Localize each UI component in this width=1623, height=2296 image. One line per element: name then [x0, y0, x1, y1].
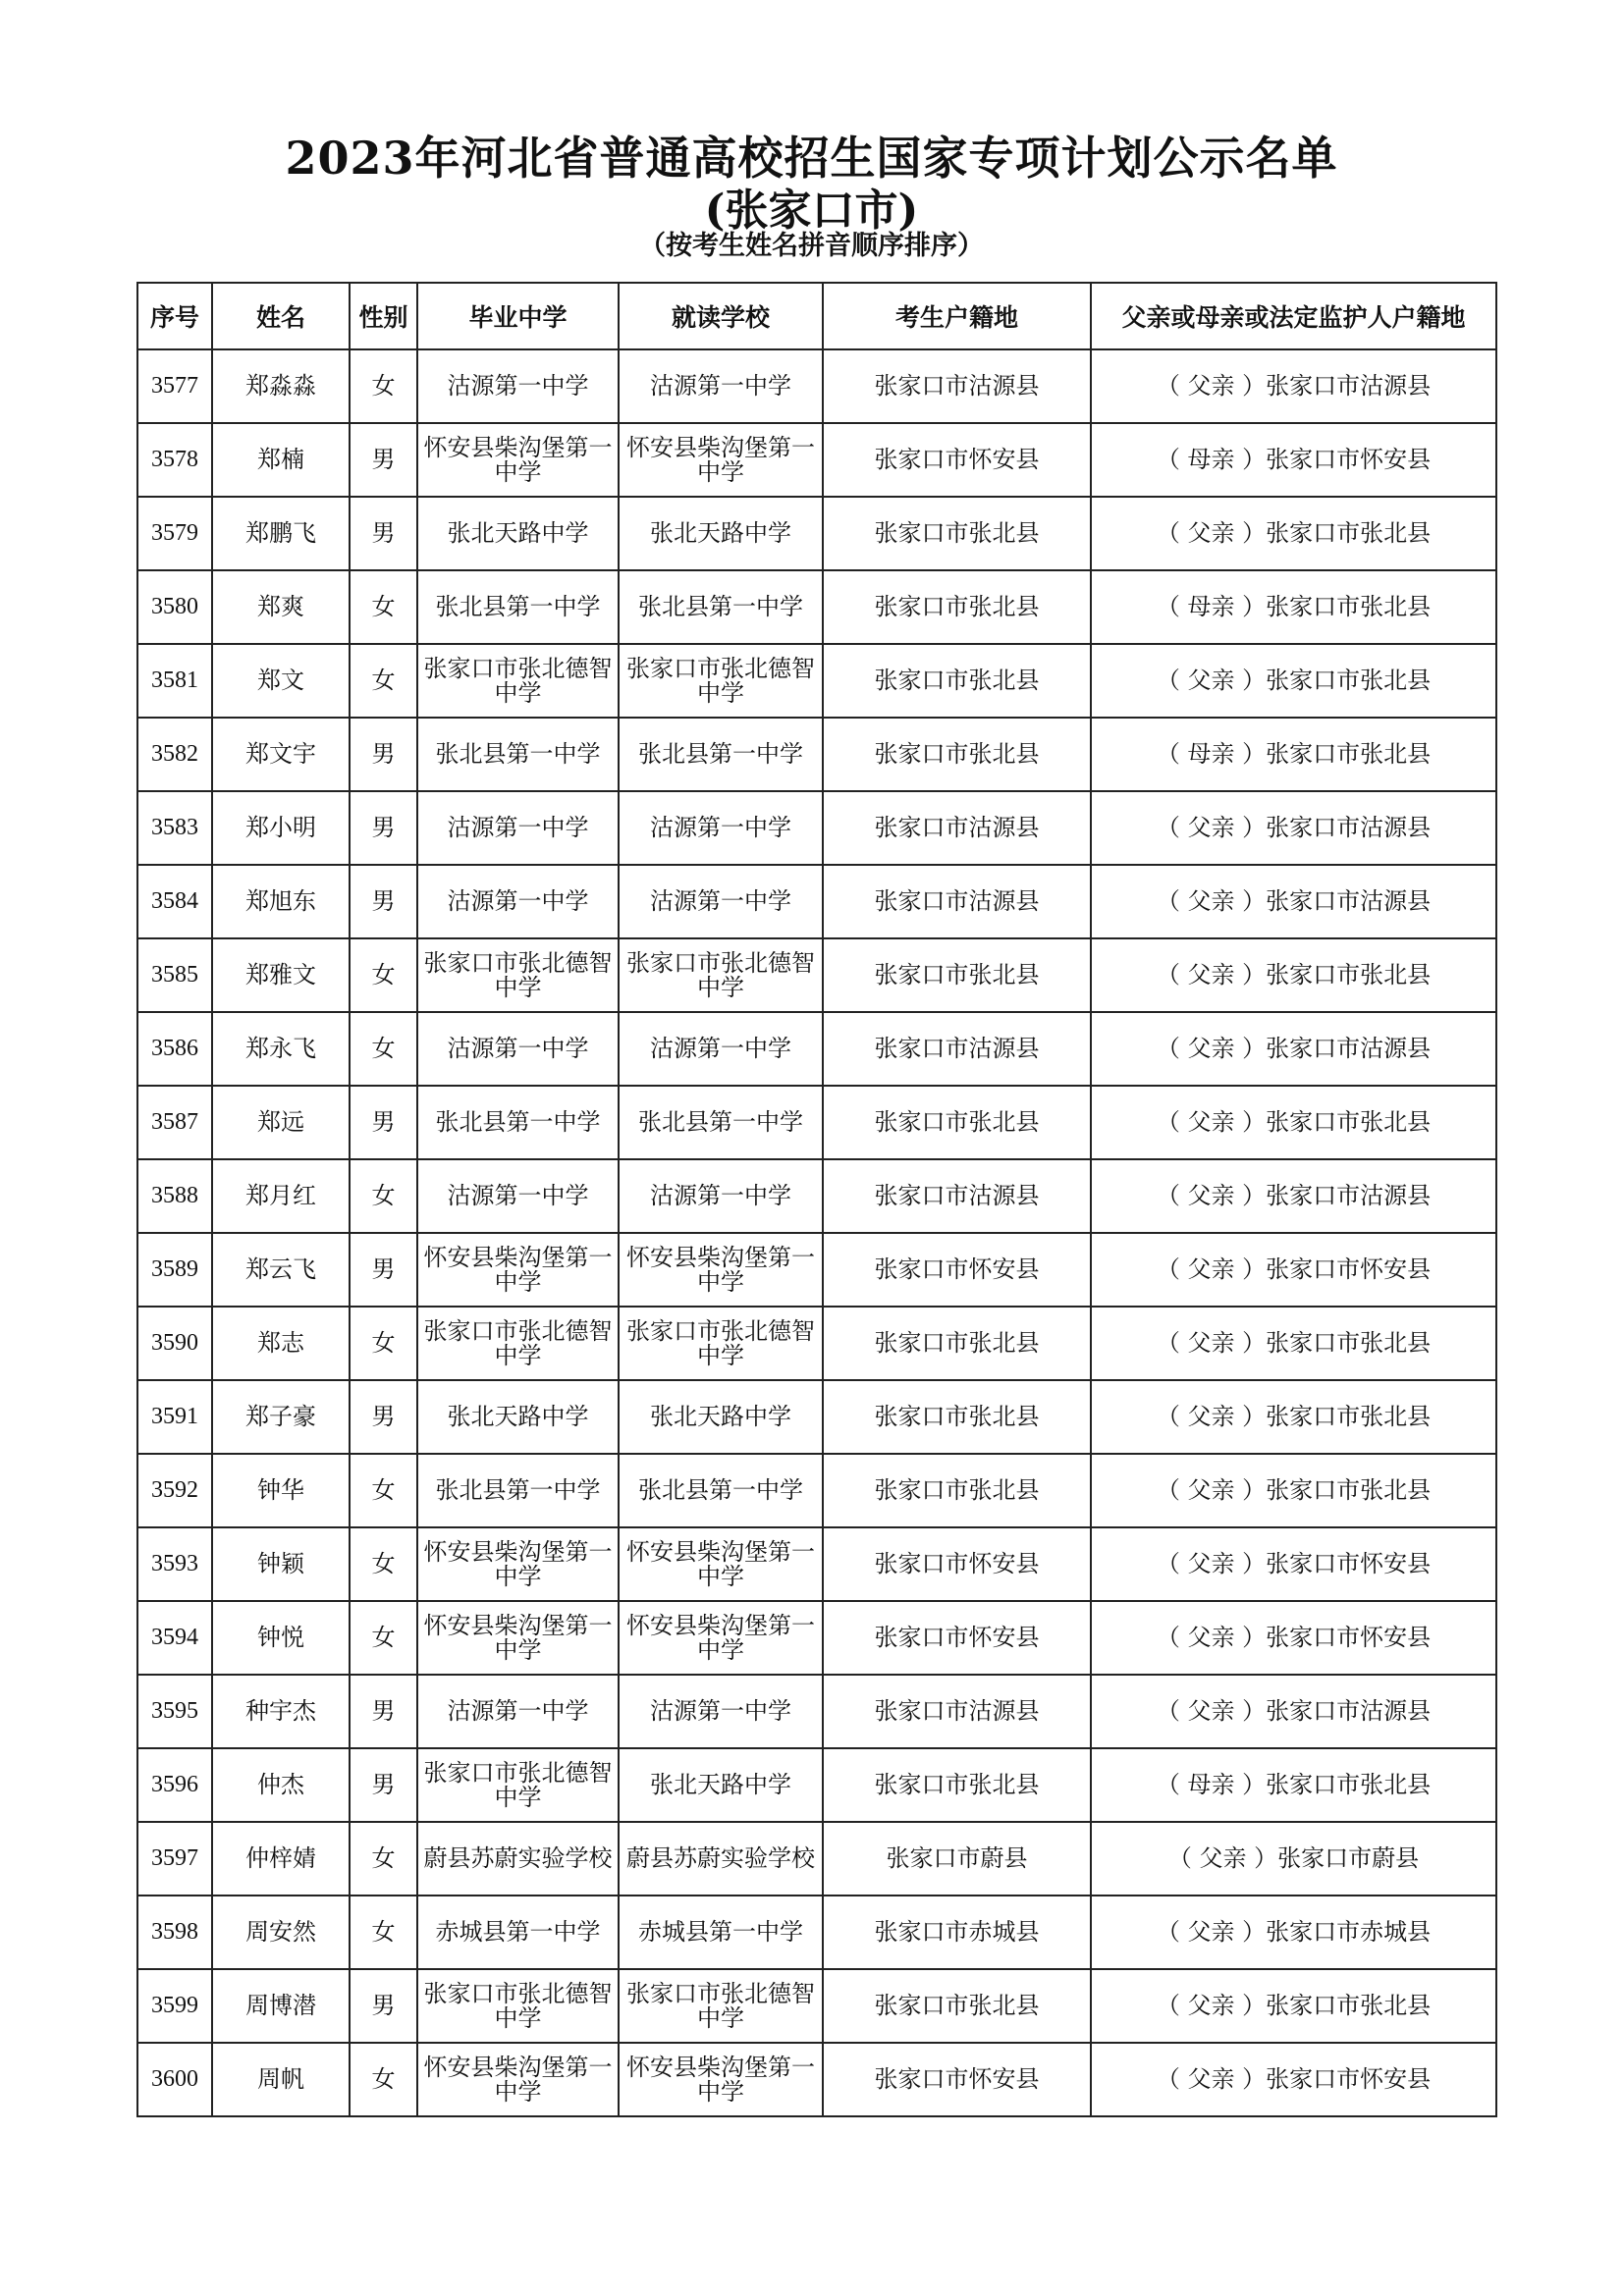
table-header-row — [137, 283, 1496, 349]
table-row — [137, 1601, 1496, 1675]
cell-current-school: 沽源第一中学 — [619, 349, 823, 423]
cell-current-school: 怀安县柴沟堡第一中学 — [619, 1601, 823, 1675]
guardian-domicile: 张家口市张北县 — [1266, 1108, 1432, 1136]
cell-current-school: 沽源第一中学 — [619, 791, 823, 865]
table-row — [137, 1307, 1496, 1380]
cell-grad-school: 怀安县柴沟堡第一中学 — [417, 1601, 619, 1675]
cell-domicile: 张家口市张北县 — [823, 644, 1091, 718]
cell-domicile: 张家口市怀安县 — [823, 423, 1091, 497]
cell-seq: 3597 — [137, 1822, 212, 1896]
table-row — [137, 1748, 1496, 1822]
cell-seq: 3596 — [137, 1748, 212, 1822]
cell-current-school: 张北县第一中学 — [619, 718, 823, 791]
cell-name: 种宇杰 — [212, 1675, 350, 1748]
cell-grad-school: 沽源第一中学 — [417, 791, 619, 865]
guardian-relation: （ 父亲 ） — [1156, 1403, 1267, 1430]
cell-gender: 女 — [350, 1454, 417, 1527]
guardian-relation: （ 父亲 ） — [1156, 372, 1267, 400]
guardian-relation: （ 父亲 ） — [1167, 1844, 1278, 1872]
guardian-relation: （ 父亲 ） — [1156, 667, 1267, 694]
cell-name: 郑淼淼 — [212, 349, 350, 423]
cell-domicile: 张家口市怀安县 — [823, 2043, 1091, 2116]
table-row — [137, 1527, 1496, 1601]
guardian-domicile: 张家口市张北县 — [1266, 1329, 1432, 1357]
guardian-domicile: 张家口市怀安县 — [1266, 1255, 1432, 1283]
table-body — [137, 349, 1496, 2116]
cell-seq: 3577 — [137, 349, 212, 423]
cell-parent-domicile — [1091, 1748, 1496, 1822]
cell-grad-school: 怀安县柴沟堡第一中学 — [417, 423, 619, 497]
table-row — [137, 1086, 1496, 1159]
cell-gender: 男 — [350, 1969, 417, 2043]
cell-seq: 3593 — [137, 1527, 212, 1601]
table-row — [137, 644, 1496, 718]
guardian-domicile: 张家口市沽源县 — [1266, 1035, 1432, 1062]
cell-parent-domicile — [1091, 1822, 1496, 1896]
cell-gender: 男 — [350, 1380, 417, 1454]
cell-seq: 3579 — [137, 497, 212, 570]
cell-domicile: 张家口市张北县 — [823, 497, 1091, 570]
cell-current-school: 蔚县苏蔚实验学校 — [619, 1822, 823, 1896]
guardian-relation: （ 母亲 ） — [1156, 593, 1267, 620]
cell-seq: 3588 — [137, 1159, 212, 1233]
guardian-relation: （ 父亲 ） — [1156, 1992, 1267, 2019]
table-row — [137, 1012, 1496, 1086]
cell-seq: 3586 — [137, 1012, 212, 1086]
sort-note: （按考生姓名拼音顺序排序） — [639, 231, 984, 261]
cell-name: 仲杰 — [212, 1748, 350, 1822]
cell-grad-school: 沽源第一中学 — [417, 349, 619, 423]
cell-domicile: 张家口市张北县 — [823, 938, 1091, 1012]
document-title: 2023年河北省普通高校招生国家专项计划公示名单 — [285, 132, 1338, 185]
cell-parent-domicile — [1091, 570, 1496, 644]
cell-domicile: 张家口市张北县 — [823, 1969, 1091, 2043]
guardian-domicile: 张家口市怀安县 — [1266, 1624, 1432, 1651]
guardian-domicile: 张家口市张北县 — [1266, 961, 1432, 988]
cell-grad-school: 蔚县苏蔚实验学校 — [417, 1822, 619, 1896]
cell-parent-domicile — [1091, 1233, 1496, 1307]
guardian-relation: （ 父亲 ） — [1156, 519, 1267, 547]
cell-seq: 3589 — [137, 1233, 212, 1307]
cell-seq: 3592 — [137, 1454, 212, 1527]
table-row — [137, 349, 1496, 423]
guardian-domicile: 张家口市沽源县 — [1266, 814, 1432, 841]
cell-gender: 女 — [350, 1159, 417, 1233]
cell-parent-domicile — [1091, 1896, 1496, 1969]
guardian-domicile: 张家口市张北县 — [1266, 740, 1432, 768]
cell-name: 郑永飞 — [212, 1012, 350, 1086]
cell-current-school: 怀安县柴沟堡第一中学 — [619, 2043, 823, 2116]
cell-parent-domicile — [1091, 938, 1496, 1012]
cell-domicile: 张家口市张北县 — [823, 1380, 1091, 1454]
guardian-relation: （ 父亲 ） — [1156, 1329, 1267, 1357]
cell-parent-domicile — [1091, 644, 1496, 718]
header-name: 姓名 — [212, 283, 350, 349]
table-row — [137, 1822, 1496, 1896]
cell-parent-domicile — [1091, 718, 1496, 791]
cell-gender: 女 — [350, 349, 417, 423]
cell-grad-school: 沽源第一中学 — [417, 1012, 619, 1086]
cell-gender: 女 — [350, 1307, 417, 1380]
cell-seq: 3582 — [137, 718, 212, 791]
cell-seq: 3580 — [137, 570, 212, 644]
cell-seq: 3581 — [137, 644, 212, 718]
cell-name: 钟悦 — [212, 1601, 350, 1675]
cell-grad-school: 张北县第一中学 — [417, 1086, 619, 1159]
cell-gender: 女 — [350, 644, 417, 718]
cell-name: 钟华 — [212, 1454, 350, 1527]
cell-seq: 3594 — [137, 1601, 212, 1675]
cell-gender: 男 — [350, 423, 417, 497]
table-row — [137, 791, 1496, 865]
cell-name: 郑文宇 — [212, 718, 350, 791]
cell-domicile: 张家口市张北县 — [823, 718, 1091, 791]
table-row — [137, 1454, 1496, 1527]
cell-current-school: 张北天路中学 — [619, 1380, 823, 1454]
cell-current-school: 沽源第一中学 — [619, 1159, 823, 1233]
guardian-relation: （ 父亲 ） — [1156, 2065, 1267, 2093]
guardian-relation: （ 母亲 ） — [1156, 1771, 1267, 1798]
guardian-domicile: 张家口市沽源县 — [1266, 1697, 1432, 1725]
cell-grad-school: 张北县第一中学 — [417, 1454, 619, 1527]
cell-parent-domicile — [1091, 1307, 1496, 1380]
cell-seq: 3585 — [137, 938, 212, 1012]
cell-current-school: 张北天路中学 — [619, 1748, 823, 1822]
cell-grad-school: 张家口市张北德智中学 — [417, 1748, 619, 1822]
cell-current-school: 怀安县柴沟堡第一中学 — [619, 1527, 823, 1601]
cell-grad-school: 张家口市张北德智中学 — [417, 938, 619, 1012]
cell-gender: 男 — [350, 865, 417, 938]
cell-name: 郑雅文 — [212, 938, 350, 1012]
cell-grad-school: 张北天路中学 — [417, 1380, 619, 1454]
table-row — [137, 497, 1496, 570]
table-row — [137, 1896, 1496, 1969]
cell-domicile: 张家口市张北县 — [823, 1086, 1091, 1159]
cell-parent-domicile — [1091, 1675, 1496, 1748]
cell-name: 郑远 — [212, 1086, 350, 1159]
cell-name: 钟颖 — [212, 1527, 350, 1601]
guardian-relation: （ 父亲 ） — [1156, 961, 1267, 988]
table-row — [137, 570, 1496, 644]
cell-name: 郑月红 — [212, 1159, 350, 1233]
guardian-domicile: 张家口市怀安县 — [1266, 446, 1432, 473]
cell-current-school: 怀安县柴沟堡第一中学 — [619, 423, 823, 497]
cell-gender: 男 — [350, 1748, 417, 1822]
guardian-relation: （ 母亲 ） — [1156, 446, 1267, 473]
cell-parent-domicile — [1091, 423, 1496, 497]
guardian-domicile: 张家口市沽源县 — [1266, 372, 1432, 400]
cell-current-school: 张家口市张北德智中学 — [619, 938, 823, 1012]
cell-parent-domicile — [1091, 1012, 1496, 1086]
cell-gender: 男 — [350, 718, 417, 791]
cell-gender: 男 — [350, 1233, 417, 1307]
guardian-relation: （ 父亲 ） — [1156, 887, 1267, 915]
guardian-domicile: 张家口市张北县 — [1266, 593, 1432, 620]
cell-domicile: 张家口市张北县 — [823, 1454, 1091, 1527]
cell-gender: 女 — [350, 938, 417, 1012]
header-gender: 性别 — [350, 283, 417, 349]
guardian-relation: （ 父亲 ） — [1156, 1108, 1267, 1136]
cell-domicile: 张家口市沽源县 — [823, 1012, 1091, 1086]
guardian-domicile: 张家口市怀安县 — [1266, 1550, 1432, 1577]
cell-domicile: 张家口市蔚县 — [823, 1822, 1091, 1896]
cell-parent-domicile — [1091, 791, 1496, 865]
cell-domicile: 张家口市赤城县 — [823, 1896, 1091, 1969]
cell-parent-domicile — [1091, 1969, 1496, 2043]
table-row — [137, 1380, 1496, 1454]
cell-domicile: 张家口市怀安县 — [823, 1527, 1091, 1601]
cell-grad-school: 张家口市张北德智中学 — [417, 644, 619, 718]
cell-seq: 3587 — [137, 1086, 212, 1159]
cell-domicile: 张家口市怀安县 — [823, 1601, 1091, 1675]
cell-current-school: 张家口市张北德智中学 — [619, 644, 823, 718]
guardian-domicile: 张家口市张北县 — [1266, 1992, 1432, 2019]
guardian-relation: （ 父亲 ） — [1156, 814, 1267, 841]
cell-grad-school: 张北县第一中学 — [417, 718, 619, 791]
cell-gender: 男 — [350, 1675, 417, 1748]
guardian-domicile: 张家口市沽源县 — [1266, 1182, 1432, 1209]
guardian-relation: （ 父亲 ） — [1156, 1697, 1267, 1725]
cell-grad-school: 张家口市张北德智中学 — [417, 1307, 619, 1380]
cell-seq: 3591 — [137, 1380, 212, 1454]
cell-grad-school: 张北天路中学 — [417, 497, 619, 570]
cell-grad-school: 张北县第一中学 — [417, 570, 619, 644]
cell-seq: 3590 — [137, 1307, 212, 1380]
cell-parent-domicile — [1091, 1454, 1496, 1527]
cell-parent-domicile — [1091, 1159, 1496, 1233]
cell-name: 郑文 — [212, 644, 350, 718]
guardian-relation: （ 母亲 ） — [1156, 740, 1267, 768]
cell-grad-school: 沽源第一中学 — [417, 865, 619, 938]
cell-name: 郑鹏飞 — [212, 497, 350, 570]
cell-domicile: 张家口市沽源县 — [823, 1159, 1091, 1233]
cell-name: 郑小明 — [212, 791, 350, 865]
table-row — [137, 1233, 1496, 1307]
guardian-domicile: 张家口市张北县 — [1266, 667, 1432, 694]
cell-gender: 女 — [350, 570, 417, 644]
cell-current-school: 赤城县第一中学 — [619, 1896, 823, 1969]
cell-name: 郑志 — [212, 1307, 350, 1380]
cell-current-school: 张家口市张北德智中学 — [619, 1307, 823, 1380]
cell-name: 郑旭东 — [212, 865, 350, 938]
cell-gender: 女 — [350, 1896, 417, 1969]
cell-gender: 男 — [350, 791, 417, 865]
cell-parent-domicile — [1091, 2043, 1496, 2116]
cell-domicile: 张家口市沽源县 — [823, 791, 1091, 865]
cell-current-school: 沽源第一中学 — [619, 865, 823, 938]
cell-seq: 3583 — [137, 791, 212, 865]
cell-domicile: 张家口市沽源县 — [823, 865, 1091, 938]
header-seq: 序号 — [137, 283, 212, 349]
cell-domicile: 张家口市张北县 — [823, 1307, 1091, 1380]
cell-domicile: 张家口市沽源县 — [823, 349, 1091, 423]
cell-grad-school: 怀安县柴沟堡第一中学 — [417, 1527, 619, 1601]
cell-parent-domicile — [1091, 497, 1496, 570]
table-row — [137, 865, 1496, 938]
cell-seq: 3578 — [137, 423, 212, 497]
candidate-table — [136, 282, 1497, 2117]
header-parent-domicile: 父亲或母亲或法定监护人户籍地 — [1091, 283, 1496, 349]
cell-gender: 女 — [350, 2043, 417, 2116]
guardian-domicile: 张家口市张北县 — [1266, 1476, 1432, 1504]
cell-gender: 男 — [350, 497, 417, 570]
table-row — [137, 1969, 1496, 2043]
cell-grad-school: 怀安县柴沟堡第一中学 — [417, 1233, 619, 1307]
cell-parent-domicile — [1091, 1601, 1496, 1675]
cell-name: 周安然 — [212, 1896, 350, 1969]
cell-parent-domicile — [1091, 349, 1496, 423]
guardian-domicile: 张家口市张北县 — [1266, 519, 1432, 547]
cell-current-school: 张北天路中学 — [619, 497, 823, 570]
cell-seq: 3599 — [137, 1969, 212, 2043]
guardian-relation: （ 父亲 ） — [1156, 1035, 1267, 1062]
cell-parent-domicile — [1091, 1527, 1496, 1601]
cell-current-school: 张北县第一中学 — [619, 570, 823, 644]
cell-gender: 男 — [350, 1086, 417, 1159]
guardian-relation: （ 父亲 ） — [1156, 1624, 1267, 1651]
cell-seq: 3595 — [137, 1675, 212, 1748]
cell-domicile: 张家口市沽源县 — [823, 1675, 1091, 1748]
cell-name: 仲梓婧 — [212, 1822, 350, 1896]
guardian-relation: （ 父亲 ） — [1156, 1476, 1267, 1504]
table-row — [137, 1159, 1496, 1233]
cell-current-school: 张家口市张北德智中学 — [619, 1969, 823, 2043]
cell-domicile: 张家口市怀安县 — [823, 1233, 1091, 1307]
cell-grad-school: 张家口市张北德智中学 — [417, 1969, 619, 2043]
guardian-domicile: 张家口市蔚县 — [1277, 1844, 1420, 1872]
header-current-school: 就读学校 — [619, 283, 823, 349]
cell-name: 郑楠 — [212, 423, 350, 497]
guardian-domicile: 张家口市赤城县 — [1266, 1918, 1432, 1946]
cell-grad-school: 怀安县柴沟堡第一中学 — [417, 2043, 619, 2116]
cell-name: 郑云飞 — [212, 1233, 350, 1307]
cell-current-school: 沽源第一中学 — [619, 1012, 823, 1086]
header-domicile: 考生户籍地 — [823, 283, 1091, 349]
cell-name: 郑爽 — [212, 570, 350, 644]
header-grad-school: 毕业中学 — [417, 283, 619, 349]
cell-gender: 女 — [350, 1527, 417, 1601]
cell-parent-domicile — [1091, 1380, 1496, 1454]
cell-current-school: 沽源第一中学 — [619, 1675, 823, 1748]
cell-grad-school: 沽源第一中学 — [417, 1675, 619, 1748]
table-row — [137, 2043, 1496, 2116]
cell-seq: 3584 — [137, 865, 212, 938]
table-row — [137, 718, 1496, 791]
guardian-domicile: 张家口市怀安县 — [1266, 2065, 1432, 2093]
cell-grad-school: 赤城县第一中学 — [417, 1896, 619, 1969]
cell-gender: 女 — [350, 1822, 417, 1896]
table-row — [137, 1675, 1496, 1748]
cell-current-school: 张北县第一中学 — [619, 1454, 823, 1527]
cell-domicile: 张家口市张北县 — [823, 570, 1091, 644]
table-row — [137, 938, 1496, 1012]
cell-name: 周帆 — [212, 2043, 350, 2116]
guardian-relation: （ 父亲 ） — [1156, 1550, 1267, 1577]
cell-parent-domicile — [1091, 865, 1496, 938]
cell-gender: 女 — [350, 1601, 417, 1675]
cell-seq: 3600 — [137, 2043, 212, 2116]
cell-parent-domicile — [1091, 1086, 1496, 1159]
cell-gender: 女 — [350, 1012, 417, 1086]
cell-seq: 3598 — [137, 1896, 212, 1969]
document-subtitle: (张家口市) — [704, 186, 919, 236]
cell-name: 周博潜 — [212, 1969, 350, 2043]
cell-grad-school: 沽源第一中学 — [417, 1159, 619, 1233]
guardian-relation: （ 父亲 ） — [1156, 1255, 1267, 1283]
table-row — [137, 423, 1496, 497]
cell-name: 郑子豪 — [212, 1380, 350, 1454]
guardian-relation: （ 父亲 ） — [1156, 1918, 1267, 1946]
cell-current-school: 张北县第一中学 — [619, 1086, 823, 1159]
guardian-relation: （ 父亲 ） — [1156, 1182, 1267, 1209]
cell-current-school: 怀安县柴沟堡第一中学 — [619, 1233, 823, 1307]
cell-domicile: 张家口市张北县 — [823, 1748, 1091, 1822]
guardian-domicile: 张家口市沽源县 — [1266, 887, 1432, 915]
guardian-domicile: 张家口市张北县 — [1266, 1403, 1432, 1430]
guardian-domicile: 张家口市张北县 — [1266, 1771, 1432, 1798]
